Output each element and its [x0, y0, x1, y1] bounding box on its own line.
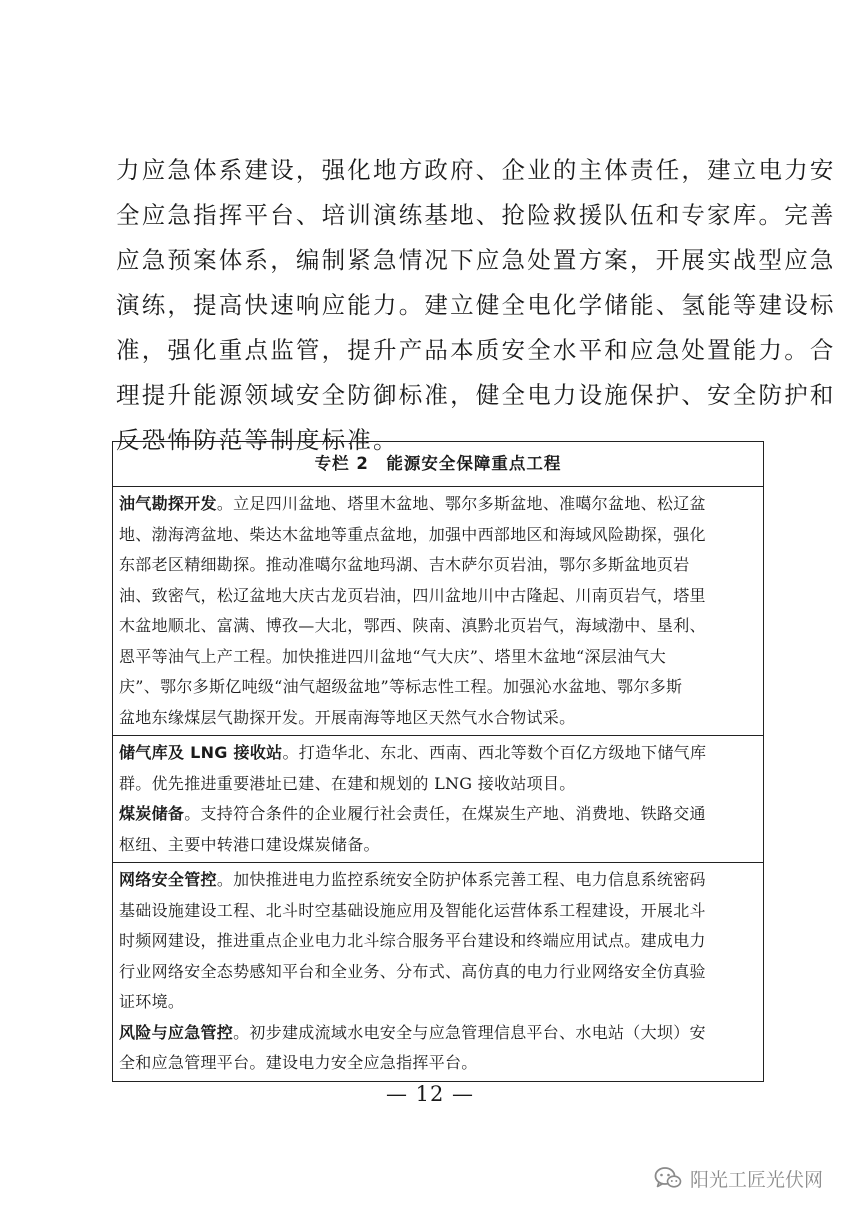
body-line: 准，强化重点监管，提升产品本质安全水平和应急处置能力。合 [116, 336, 836, 364]
line-text: 。支持符合条件的企业履行社会责任，在煤炭生产地、消费地、铁路交通 [184, 804, 706, 823]
line-text: 油、致密气，松辽盆地大庆古龙页岩油，四川盆地川中古隆起、川南页岩气，塔里 [119, 585, 706, 605]
box-line [119, 1018, 757, 1049]
body-line: 应急预案体系，编制紧急情况下应急处置方案，开展实战型应急 [116, 246, 836, 274]
section-heading: 储气库及 LNG 接收站 [119, 743, 283, 762]
box-line [119, 642, 757, 673]
body-line: 力应急体系建设，强化地方政府、企业的主体责任，建立电力安 [116, 156, 836, 184]
section-heading: 网络安全管控 [119, 870, 217, 889]
box-line [119, 489, 757, 520]
section-heading: 油气勘探开发 [119, 494, 217, 513]
box-section-oil-gas [113, 487, 763, 736]
line-text: 时频网建设，推进重点企业电力北斗综合服务平台建设和终端应用试点。建成电力 [119, 931, 706, 950]
section-heading: 风险与应急管控 [119, 1022, 234, 1042]
box-line [119, 581, 757, 612]
line-text: 东部老区精细勘探。推动准噶尔盆地玛湖、吉木萨尔页岩油，鄂尔多斯盆地页岩 [119, 555, 690, 574]
line-text: 。加快推进电力监控系统安全防护体系完善工程、电力信息系统密码 [216, 870, 706, 889]
box-title: 专栏 2 能源安全保障重点工程 [113, 442, 763, 487]
watermark-text: 阳光工匠光伏网 [690, 1168, 824, 1191]
line-text: 枢纽、主要中转港口建设煤炭储备。 [119, 834, 380, 854]
section-heading: 煤炭储备 [119, 804, 185, 823]
box-line [119, 520, 757, 551]
box-line [119, 1048, 757, 1079]
line-text: 。打造华北、东北、西南、西北等数个百亿方级地下储气库 [282, 743, 707, 762]
body-paragraph [116, 148, 836, 463]
box-section-security [113, 863, 763, 1081]
line-text: 行业网络安全态势感知平台和全业务、分布式、高仿真的电力行业网络安全仿真验 [119, 961, 706, 981]
box-line [119, 896, 757, 927]
body-line: 反恐怖防范等制度标准。 [116, 426, 399, 454]
box-line [119, 987, 757, 1018]
box-line [119, 769, 757, 800]
line-text: 恩平等油气上产工程。加快推进四川盆地“气大庆”、塔里木盆地“深层油气大 [119, 646, 667, 666]
key-projects-box [112, 441, 764, 1082]
line-text: 地、渤海湾盆地、柴达木盆地等重点盆地，加强中西部地区和海域风险勘探，强化 [119, 524, 706, 544]
line-text: 群。优先推进重要港址已建、在建和规划的 LNG 接收站项目。 [119, 773, 576, 793]
box-line [119, 830, 757, 861]
line-text: 木盆地顺北、富满、博孜—大北，鄂西、陕南、滇黔北页岩气，海域渤中、垦利、 [119, 616, 706, 635]
box-line [119, 611, 757, 642]
box-line [119, 865, 757, 896]
body-line: 理提升能源领域安全防御标准，健全电力设施保护、安全防护和 [116, 381, 836, 409]
box-section-storage [113, 736, 763, 863]
line-text: 盆地东缘煤层气勘探开发。开展南海等地区天然气水合物试采。 [119, 707, 576, 727]
line-text: 证环境。 [119, 992, 185, 1011]
box-line [119, 672, 757, 703]
body-line: 全应急指挥平台、培训演练基地、抢险救援队伍和专家库。完善 [116, 201, 836, 229]
body-line: 演练，提高快速响应能力。建立健全电化学储能、氢能等建设标 [116, 291, 836, 319]
box-line [119, 550, 757, 581]
box-line [119, 738, 757, 769]
box-line [119, 799, 757, 830]
line-text: 全和应急管理平台。建设电力安全应急指挥平台。 [119, 1053, 478, 1072]
wechat-icon [654, 1166, 682, 1190]
box-line [119, 926, 757, 957]
line-text: 。初步建成流域水电安全与应急管理信息平台、水电站（大坝）安 [233, 1022, 706, 1042]
box-line [119, 957, 757, 988]
box-line [119, 703, 757, 734]
line-text: 庆”、鄂尔多斯亿吨级“油气超级盆地”等标志性工程。加强沁水盆地、鄂尔多斯 [119, 677, 683, 696]
line-text: 基础设施建设工程、北斗时空基础设施应用及智能化运营体系工程建设，开展北斗 [119, 900, 706, 920]
line-text: 。立足四川盆地、塔里木盆地、鄂尔多斯盆地、准噶尔盆地、松辽盆 [216, 494, 706, 513]
watermark [654, 1160, 823, 1196]
page-number: — 12 — [385, 1082, 475, 1106]
